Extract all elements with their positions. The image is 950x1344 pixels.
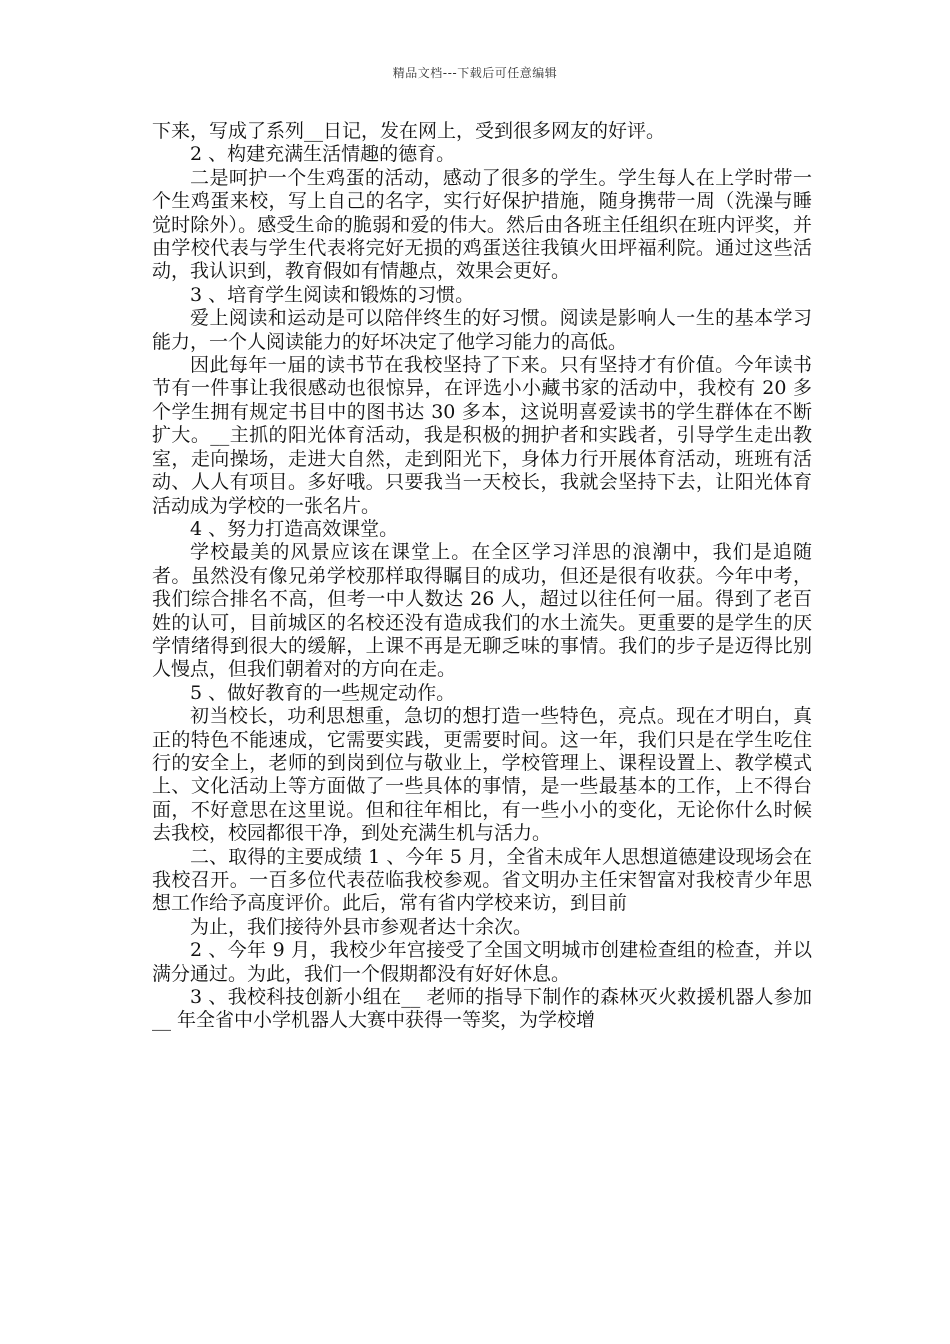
section-heading-reading-exercise: 3 、培育学生阅读和锻炼的习惯。	[190, 283, 475, 306]
paragraph-robot-award: 3 、我校科技创新小组在__ 老师的指导下制作的森林灭火救援机器人参加__ 年全省中小学机器人大赛中获得一等奖，为学校增	[152, 986, 812, 1032]
paragraph-principal-reflection: 初当校长，功利思想重，急切的想打造一些特色，亮点。现在才明白，真正的特色不能速成，它需要实践，更需要时间。这一年，我们只是在学生吃住行的安全上，老师的到岗到位与敬业上，学校管理上、课程设置上、教学模式上、文化活动上等方面做了一些具体的事情，是一些最基本的工作，上不得台面，不好意思在这里说。但和往年相比，有一些小小的变化，无论你什么时候去我校，校园都很干净，到处充满生机与活力。	[152, 705, 812, 845]
paragraph-visitors: 为止，我们接待外县市参观者达十余次。	[190, 915, 533, 938]
section-heading-moral-education: 2 、构建充满生活情趣的德育。	[190, 143, 456, 166]
paragraph-reading-festival: 因此每年一届的读书节在我校坚持了下来。只有坚持才有价值。今年读书节有一件事让我很感动也很惊异，在评选小小藏书家的活动中，我校有 20 多个学生拥有规定书目中的图书达 30 多本，这说明喜爱读书的学生群体在不断扩大。__主抓的阳光体育活动，我是积极的拥护者和实践者，引导学生走出教室，走向操场，走进大自然，走到阳光下，身体力行开展体育活动，班班有活动、人人有项目。多好哦。只要我当一天校长，我就会坚持下去，让阳光体育活动成为学校的一张名片。	[152, 354, 812, 517]
paragraph-youth-palace: 2 、今年 9 月，我校少年宫接受了全国文明城市创建检查组的检查，并以满分通过。为此，我们一个假期都没有好好休息。	[152, 939, 812, 985]
section-heading-efficient-classroom: 4 、努力打造高效课堂。	[190, 517, 399, 540]
paragraph-main-achievements: 二、取得的主要成绩 1 、今年 5 月，全省未成年人思想道德建设现场会在我校召开。一百多位代表莅临我校参观。省文明办主任宋智富对我校青少年思想工作给予高度评价。此后，常有省内学校来访，到目前	[152, 845, 812, 915]
paragraph-reading-habit: 爱上阅读和运动是可以陪伴终生的好习惯。阅读是影响人一生的基本学习能力，一个人阅读能力的好坏决定了他学习能力的高低。	[152, 307, 812, 353]
page-header: 精品文档---下载后可任意编辑	[392, 66, 558, 80]
paragraph-classroom: 学校最美的风景应该在课堂上。在全区学习洋思的浪潮中，我们是追随者。虽然没有像兄弟学校那样取得瞩目的成功，但还是很有收获。今年中考，我们综合排名不高，但考一中人数达 26 人，超过以往任何一届。得到了老百姓的认可，目前城区的名校还没有造成我们的水土流失。更重要的是学生的厌学情绪得到很大的缓解，上课不再是无聊乏味的事情。我们的步子是迈得比别人慢点，但我们朝着对的方向在走。	[152, 541, 812, 681]
paragraph-continuation: 下来，写成了系列__日记，发在网上，受到很多网友的好评。	[152, 120, 666, 142]
paragraph-egg-activity: 二是呵护一个生鸡蛋的活动，感动了很多的学生。学生每人在上学时带一个生鸡蛋来校，写上自己的名字，实行好保护措施，随身携带一周（洗澡与睡觉时除外）。感受生命的脆弱和爱的伟大。然后由各班主任组织在班内评奖，并由学校代表与学生代表将完好无损的鸡蛋送往我镇火田坪福利院。通过这些活动，我认识到，教育假如有情趣点，效果会更好。	[152, 166, 812, 283]
document-body	[152, 120, 812, 1033]
section-heading-standard-actions: 5 、做好教育的一些规定动作。	[190, 681, 456, 704]
